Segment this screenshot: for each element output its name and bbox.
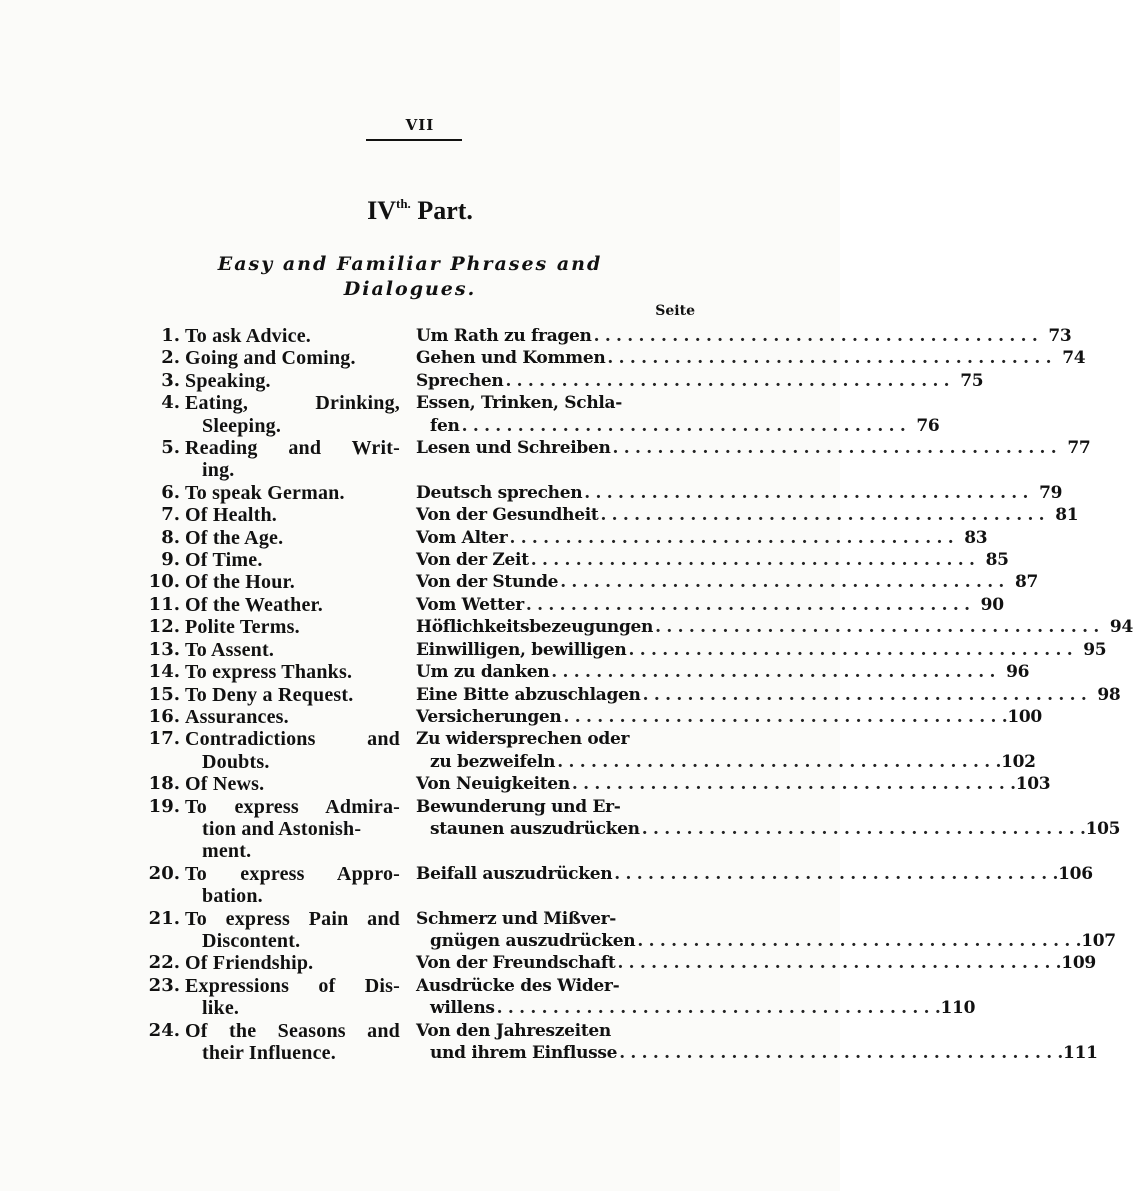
entry-page-number: 109: [1061, 953, 1096, 974]
toc-entry: [130, 347, 1086, 370]
german-title-line: zu bezweifeln: [430, 751, 556, 772]
entry-german-title: [416, 796, 1120, 841]
entry-page-number: 87: [1014, 572, 1039, 593]
german-title-line: Um Rath zu fragen: [416, 326, 592, 346]
entry-number: 20.: [148, 862, 180, 884]
entry-german-title: [416, 347, 1085, 369]
toc-entry: [130, 593, 1004, 616]
entry-german-title: [416, 437, 1090, 459]
entry-german-title: [416, 952, 1095, 974]
german-title-line: Einwilligen, bewilligen: [416, 639, 627, 660]
entry-page-number: 81: [1055, 505, 1079, 526]
part-title: [0, 196, 840, 226]
english-title-line: To express Admira-: [185, 795, 400, 818]
entry-english-title: [185, 975, 400, 1020]
entry-german-title: [416, 549, 1009, 571]
entry-number: 17.: [148, 728, 180, 750]
leader-dots: [507, 527, 953, 549]
entry-german-title: [416, 504, 1078, 526]
entry-english-title: [185, 773, 400, 795]
entry-english-title: [185, 908, 400, 953]
english-title-line: To express Pain and: [185, 907, 400, 930]
leader-dots: [592, 325, 1038, 347]
entry-english-title: [185, 661, 400, 683]
entry-number: 19.: [148, 795, 180, 817]
english-title-line: Discontent.: [202, 929, 301, 952]
entry-number: 22.: [148, 952, 180, 974]
toc-entry: [130, 571, 1039, 594]
entry-number: 12.: [148, 616, 180, 638]
leader-dots: [641, 684, 1087, 706]
entry-page-number: 110: [940, 998, 976, 1019]
entry-german-title: [416, 706, 1041, 728]
entry-english-title: [185, 616, 400, 638]
entry-english-title: [185, 684, 400, 706]
toc-entry: [130, 437, 1091, 482]
entry-english-title: [185, 527, 400, 549]
entry-page-number: 111: [1063, 1043, 1098, 1063]
leader-dots: [495, 997, 941, 1019]
entry-german-title: [416, 661, 1029, 683]
entry-english-title: [185, 571, 400, 593]
leader-dots: [562, 706, 1008, 728]
toc-entry: [130, 952, 1096, 975]
leader-dots: [612, 863, 1058, 885]
entry-german-title: [416, 908, 1115, 953]
toc-entry: [130, 504, 1079, 527]
entry-german-title: [416, 325, 1071, 347]
english-title-line: Sleeping.: [202, 414, 282, 437]
english-title-line: Of Friendship.: [185, 952, 314, 975]
toc-entry: [130, 661, 1030, 684]
leader-dots: [582, 482, 1028, 504]
leader-dots: [460, 415, 906, 437]
german-title-line: Lesen und Schreiben: [416, 438, 611, 459]
german-title-line: staunen auszudrücken: [430, 818, 640, 839]
english-title-line: Of the Weather.: [185, 593, 323, 616]
german-title-line: Beifall auszudrücken: [416, 863, 613, 884]
german-title-line: Um zu danken: [416, 662, 550, 683]
entry-number: 13.: [148, 638, 180, 660]
entry-page-number: 79: [1039, 482, 1063, 503]
leader-dots: [640, 818, 1086, 840]
german-title-line: Von der Stunde: [416, 572, 559, 593]
entry-page-number: 100: [1007, 706, 1042, 727]
german-title-line: gnügen auszudrücken: [430, 930, 636, 951]
english-title-line: Polite Terms.: [185, 616, 300, 639]
entry-page-number: 76: [916, 415, 940, 436]
entry-page-number: 107: [1081, 930, 1116, 951]
leader-dots: [558, 571, 1004, 593]
part-word: Part.: [417, 196, 473, 225]
entry-german-title: [416, 773, 1050, 795]
part-number-suffix: th.: [396, 196, 411, 211]
entry-german-title: [416, 370, 983, 392]
english-title-line: Contradictions and: [185, 728, 400, 751]
english-title-line: Of Health.: [185, 504, 277, 527]
entry-page-number: 105: [1085, 818, 1121, 839]
leader-dots: [615, 952, 1061, 974]
subtitle-line-2: Dialogues.: [343, 278, 477, 300]
leader-dots: [503, 370, 949, 392]
english-title-line: Assurances.: [185, 705, 289, 728]
german-title-line: und ihrem Einflusse: [430, 1043, 618, 1063]
entry-number: 8.: [161, 526, 180, 548]
entry-english-title: [185, 325, 400, 347]
entry-page-number: 95: [1083, 639, 1107, 660]
english-title-line: Of the Seasons and: [185, 1019, 400, 1042]
toc-entry: [130, 616, 1133, 639]
german-title-line: Von der Zeit: [416, 550, 529, 571]
german-title-line: Von den Jahreszeiten: [416, 1020, 611, 1041]
entry-page-number: 85: [985, 550, 1009, 571]
entry-english-title: [185, 370, 400, 392]
leader-dots: [617, 1042, 1063, 1064]
leader-dots: [570, 773, 1016, 795]
english-title-line: To speak German.: [185, 481, 345, 504]
entry-german-title: [416, 594, 1004, 616]
toc-entry: [130, 1019, 1098, 1065]
german-title-line: Vom Wetter: [416, 594, 524, 615]
header-rule: [366, 139, 462, 141]
entry-english-title: [185, 347, 400, 369]
leader-dots: [605, 347, 1051, 369]
entry-english-title: [185, 863, 400, 908]
leader-dots: [611, 437, 1057, 459]
entry-page-number: 96: [1006, 662, 1030, 683]
english-title-line: Of the Age.: [185, 526, 284, 549]
german-title-line: Von der Gesundheit: [416, 505, 599, 526]
entry-german-title: [416, 392, 939, 437]
german-title-line: Deutsch sprechen: [416, 482, 583, 503]
entry-number: 15.: [148, 683, 180, 705]
entry-number: 16.: [148, 705, 180, 727]
entry-number: 18.: [148, 773, 180, 795]
entry-german-title: [416, 616, 1133, 638]
german-title-line: Schmerz und Mißver-: [416, 908, 617, 929]
table-of-contents: [130, 325, 1133, 1064]
entry-page-number: 103: [1015, 774, 1051, 795]
german-title-line: Höflichkeitsbezeugungen: [416, 617, 654, 638]
toc-entry: [130, 974, 976, 1020]
german-title-line: Von der Freundschaft: [416, 953, 616, 974]
entry-number: 11.: [148, 593, 180, 615]
entry-german-title: [416, 728, 1035, 773]
entry-number: 6.: [161, 481, 180, 503]
english-title-line: Of Time.: [185, 549, 263, 572]
english-title-line: their Influence.: [202, 1042, 336, 1064]
entry-german-title: [416, 639, 1106, 661]
english-title-line: To express Thanks.: [185, 661, 353, 684]
entry-page-number: 102: [1001, 751, 1036, 772]
toc-entry: [130, 325, 1072, 347]
entry-number: 4.: [161, 392, 180, 414]
seite-column-label: Seite: [655, 303, 695, 319]
leader-dots: [529, 549, 975, 571]
entry-german-title: [416, 975, 975, 1020]
entry-english-title: [185, 482, 400, 504]
english-title-line: Expressions of Dis-: [185, 974, 400, 997]
toc-entry: [130, 705, 1042, 728]
toc-entry: [130, 392, 940, 437]
entry-number: 9.: [161, 549, 180, 571]
english-title-line: To Deny a Request.: [185, 683, 354, 706]
entry-english-title: [185, 594, 400, 616]
entry-page-number: 90: [980, 594, 1004, 615]
toc-entry: [130, 795, 1121, 863]
page-header-roman-numeral: VII: [405, 116, 435, 134]
entry-german-title: [416, 684, 1120, 706]
english-title-line: bation.: [202, 885, 263, 908]
english-title-line: Doubts.: [202, 750, 270, 773]
german-title-line: Zu widersprechen oder: [416, 729, 630, 750]
entry-english-title: [185, 706, 400, 728]
entry-english-title: [185, 796, 400, 863]
entry-number: 7.: [161, 504, 180, 526]
toc-entry: [130, 862, 1093, 908]
entry-german-title: [416, 863, 1092, 885]
entry-english-title: [185, 504, 400, 526]
leader-dots: [635, 930, 1081, 952]
german-title-line: Bewunderung und Er-: [416, 796, 621, 817]
entry-german-title: [416, 1020, 1097, 1065]
toc-entry: [130, 526, 988, 549]
entry-page-number: 75: [960, 370, 984, 391]
german-title-line: Essen, Trinken, Schla-: [416, 393, 623, 414]
german-title-line: Eine Bitte abzuschlagen: [416, 684, 641, 705]
entry-german-title: [416, 482, 1062, 504]
entry-number: 10.: [148, 571, 180, 593]
leader-dots: [555, 751, 1001, 773]
leader-dots: [626, 639, 1072, 661]
entry-page-number: 106: [1058, 863, 1093, 884]
english-title-line: Eating, Drinking,: [185, 392, 400, 415]
entry-page-number: 83: [964, 527, 988, 548]
toc-entry: [130, 369, 984, 392]
german-title-line: Versicherungen: [416, 706, 562, 727]
entry-page-number: 98: [1097, 684, 1121, 705]
section-subtitle: [170, 252, 650, 302]
entry-number: 23.: [148, 974, 180, 996]
english-title-line: Speaking.: [185, 369, 271, 392]
german-title-line: fen: [430, 415, 460, 436]
toc-entry: [130, 728, 1036, 773]
entry-german-title: [416, 571, 1038, 593]
english-title-line: ing.: [202, 459, 235, 482]
entry-number: 1.: [161, 325, 180, 346]
entry-german-title: [416, 527, 987, 549]
entry-page-number: 94: [1109, 617, 1133, 638]
german-title-line: Ausdrücke des Wider-: [416, 975, 620, 996]
entry-number: 5.: [161, 437, 180, 459]
entry-english-title: [185, 639, 400, 661]
entry-english-title: [185, 437, 400, 482]
part-number: IV: [367, 196, 396, 225]
english-title-line: like.: [202, 997, 240, 1020]
english-title-line: To Assent.: [185, 638, 275, 661]
toc-entry: [130, 773, 1051, 796]
toc-entry: [130, 638, 1107, 661]
english-title-line: tion and Astonish-: [202, 817, 362, 840]
toc-entry: [130, 481, 1063, 504]
english-title-line: To express Appro-: [185, 862, 400, 885]
english-title-line: ment.: [202, 840, 252, 863]
toc-entry: [130, 907, 1116, 953]
entry-page-number: 77: [1067, 438, 1091, 459]
german-title-line: willens: [430, 998, 495, 1019]
entry-number: 2.: [161, 347, 180, 369]
entry-page-number: 74: [1062, 348, 1086, 369]
english-title-line: Going and Coming.: [185, 347, 356, 370]
entry-page-number: 73: [1048, 326, 1072, 346]
entry-number: 14.: [148, 661, 180, 683]
german-title-line: Vom Alter: [416, 527, 508, 548]
leader-dots: [653, 616, 1099, 638]
entry-english-title: [185, 952, 400, 974]
entry-number: 24.: [148, 1019, 180, 1041]
leader-dots: [598, 504, 1044, 526]
entry-english-title: [185, 728, 400, 773]
german-title-line: Von Neuigkeiten: [416, 774, 570, 795]
toc-entry: [130, 549, 1009, 572]
entry-english-title: [185, 392, 400, 437]
english-title-line: Of the Hour.: [185, 571, 295, 594]
toc-entry: [130, 683, 1121, 706]
german-title-line: Gehen und Kommen: [416, 348, 606, 369]
entry-english-title: [185, 1020, 400, 1065]
german-title-line: Sprechen: [416, 370, 504, 391]
entry-number: 21.: [148, 907, 180, 929]
english-title-line: To ask Advice.: [185, 325, 311, 347]
english-title-line: Of News.: [185, 773, 265, 796]
entry-english-title: [185, 549, 400, 571]
leader-dots: [524, 594, 970, 616]
subtitle-line-1: Easy and Familiar Phrases and: [217, 253, 603, 275]
entry-number: 3.: [161, 369, 180, 391]
english-title-line: Reading and Writ-: [185, 437, 400, 460]
leader-dots: [549, 661, 995, 683]
